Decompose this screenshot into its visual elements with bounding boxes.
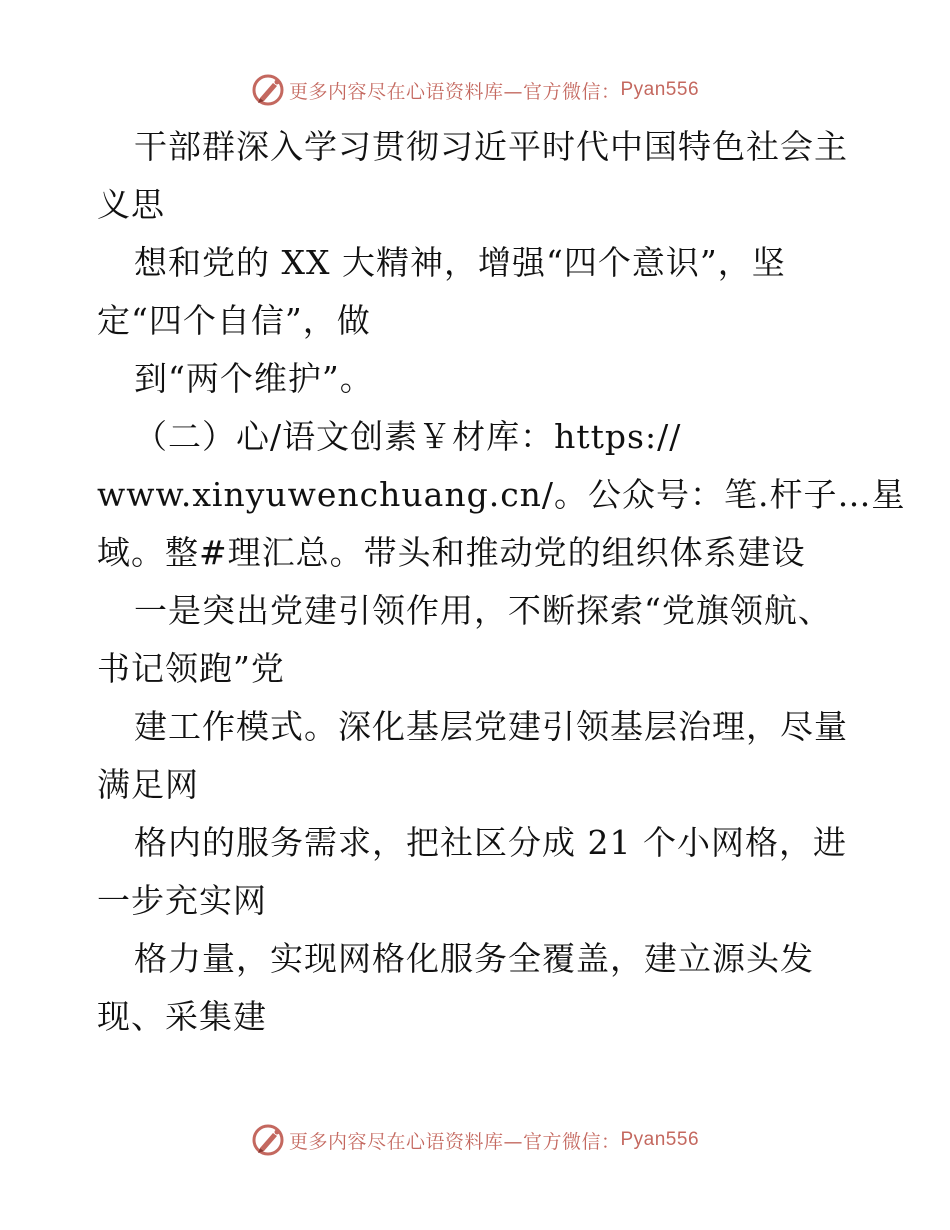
text-line: 现、采集建 xyxy=(97,997,267,1036)
watermark-text: 更多内容尽在心语资料库—官方微信： xyxy=(288,80,621,103)
text-line: （二）心/语文创素￥材库：https:// xyxy=(134,417,682,456)
text-line: 格内的服务需求，把社区分成 21 个小网格，进 xyxy=(134,823,847,862)
watermark-id: Pyan556 xyxy=(620,79,700,100)
text-line: 一是突出党建引领作用，不断探索“党旗领航、 xyxy=(134,591,832,630)
footer-watermark xyxy=(0,1120,950,1160)
text-line: 定“四个自信”，做 xyxy=(97,301,371,340)
pen-logo-icon xyxy=(251,1123,285,1157)
text-line: 到“两个维护”。 xyxy=(134,359,374,398)
text-line: 满足网 xyxy=(97,765,199,804)
text-line: 域。整#理汇总。带头和推动党的组织体系建设 xyxy=(97,533,806,572)
text-line: 干部群深入学习贯彻习近平时代中国特色社会主 xyxy=(134,127,848,166)
text-line: www.xinyuwenchuang.cn/。公众号：笔.杆子…星 xyxy=(97,475,906,514)
text-line: 想和党的 XX 大精神，增强“四个意识”，坚 xyxy=(134,243,786,282)
text-line: 书记领跑”党 xyxy=(97,649,285,688)
text-line: 建工作模式。深化基层党建引领基层治理，尽量 xyxy=(134,707,848,746)
text-line: 义思 xyxy=(97,185,165,224)
text-line: 格力量，实现网格化服务全覆盖，建立源头发 xyxy=(134,939,814,978)
watermark-id: Pyan556 xyxy=(620,1129,700,1150)
text-line: 一步充实网 xyxy=(97,881,267,920)
watermark-text: 更多内容尽在心语资料库—官方微信： xyxy=(288,1130,621,1153)
